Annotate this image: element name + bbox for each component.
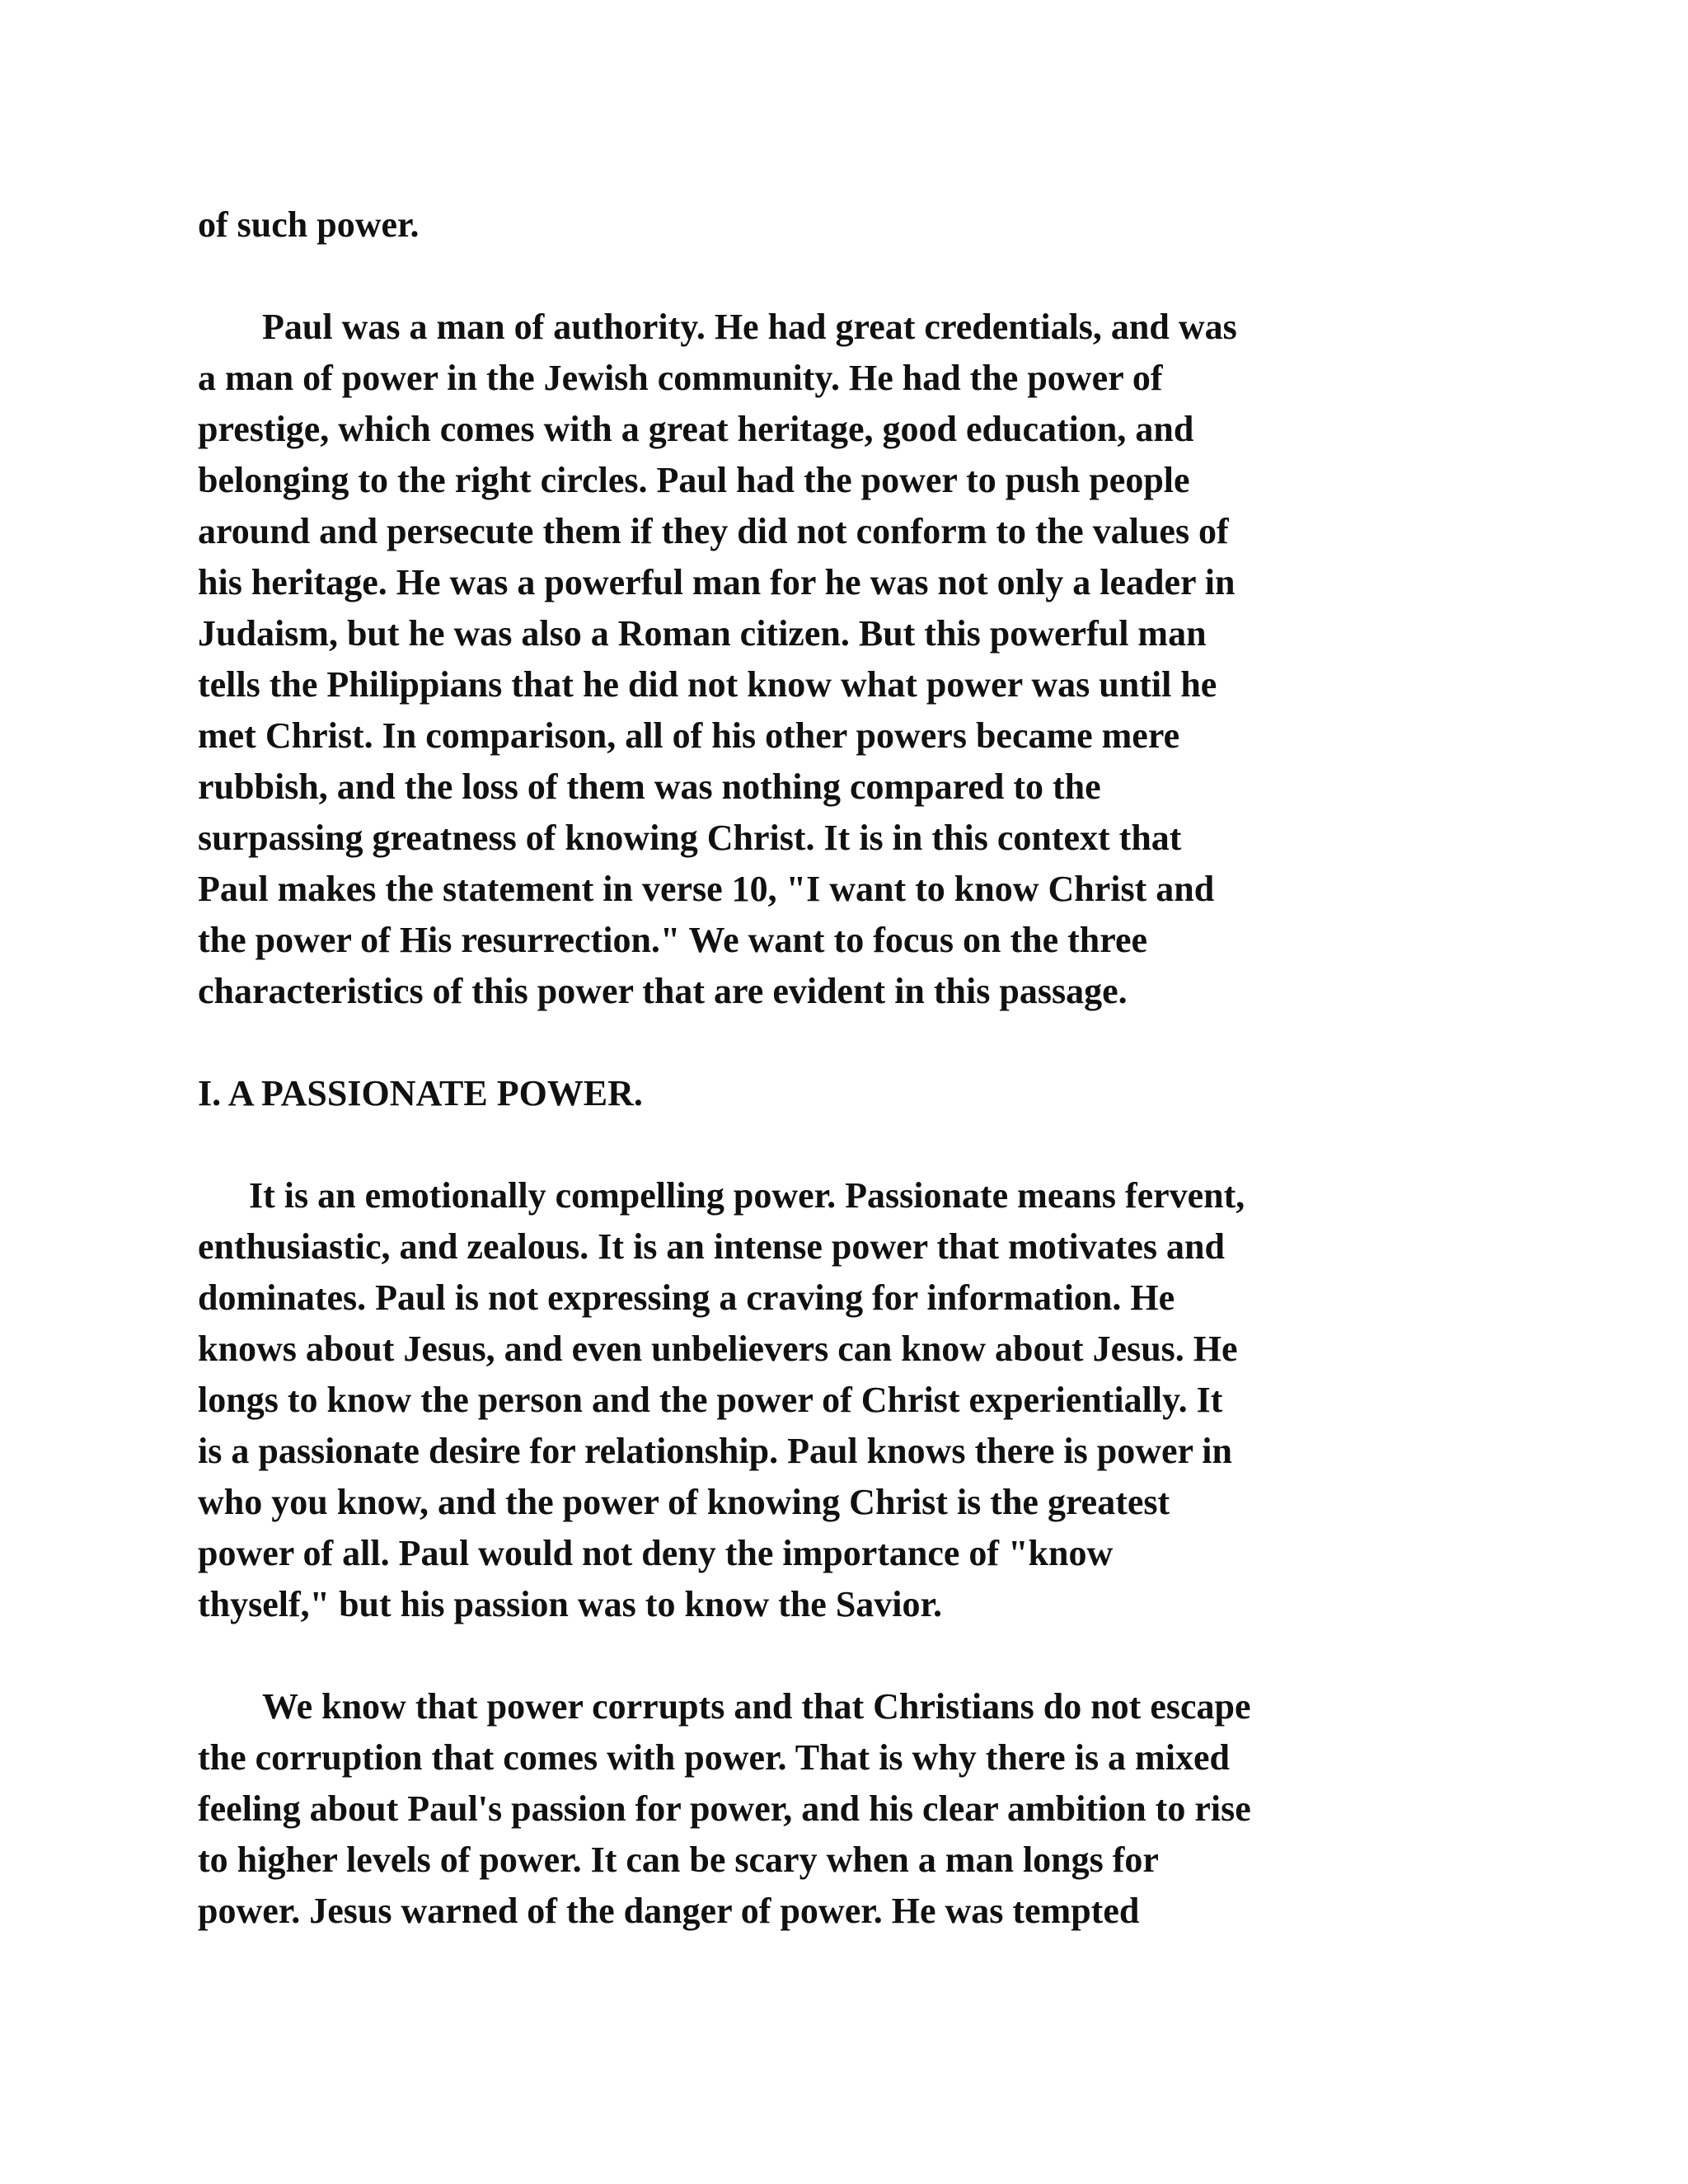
paragraph-line: his heritage. He was a powerful man for he was not only a leader in <box>198 562 1236 602</box>
paragraph-line: who you know, and the power of knowing Christ is the greatest <box>198 1482 1170 1522</box>
paragraph-line: is a passionate desire for relationship. Paul knows there is power in <box>198 1431 1232 1471</box>
paragraph-line: tells the Philippians that he did not know what power was until he <box>198 664 1217 705</box>
paragraph-line: characteristics of this power that are evident in this passage. <box>198 971 1128 1011</box>
paragraph-gap <box>198 1630 1500 1681</box>
body-text <box>198 199 1500 1937</box>
paragraph-line: the power of His resurrection." We want to focus on the three <box>198 920 1148 960</box>
paragraph-gap <box>198 1017 1500 1068</box>
paragraph-line: Judaism, but he was also a Roman citizen. But this powerful man <box>198 613 1207 654</box>
paragraph-line: belonging to the right circles. Paul had the power to push people <box>198 460 1190 500</box>
paragraph-line: power of all. Paul would not deny the importance of "know <box>198 1533 1114 1573</box>
paragraph-line: knows about Jesus, and even unbelievers can know about Jesus. He <box>198 1329 1238 1369</box>
paragraph-line: Paul was a man of authority. He had great credentials, and was <box>262 307 1237 347</box>
paragraph-line: a man of power in the Jewish community. He had the power of <box>198 358 1163 398</box>
paragraph-line: We know that power corrupts and that Christians do not escape <box>262 1686 1251 1727</box>
paragraph-line: met Christ. In comparison, all of his other powers became mere <box>198 715 1180 756</box>
paragraph-line: feeling about Paul's passion for power, and his clear ambition to rise <box>198 1788 1251 1829</box>
section-heading: I. A PASSIONATE POWER. <box>198 1073 643 1113</box>
paragraph-line: enthusiastic, and zealous. It is an intense power that motivates and <box>198 1226 1225 1267</box>
paragraph-line: dominates. Paul is not expressing a craving for information. He <box>198 1277 1175 1318</box>
paragraph-line: longs to know the person and the power of Christ experientially. It <box>198 1380 1223 1420</box>
paragraph-line: power. Jesus warned of the danger of power. He was tempted <box>198 1891 1140 1931</box>
paragraph-line: It is an emotionally compelling power. Passionate means fervent, <box>249 1175 1245 1216</box>
paragraph-gap <box>198 1119 1500 1170</box>
paragraph-gap <box>198 251 1500 302</box>
paragraph-line: Paul makes the statement in verse 10, "I want to know Christ and <box>198 869 1215 909</box>
paragraph-line: the corruption that comes with power. That is why there is a mixed <box>198 1737 1230 1778</box>
continuation-line: of such power. <box>198 204 420 245</box>
paragraph-line: prestige, which comes with a great heritage, good education, and <box>198 409 1194 449</box>
paragraph-passionate-power <box>198 1170 1500 1630</box>
paragraph-power-corrupts <box>198 1681 1500 1937</box>
paragraph-line: rubbish, and the loss of them was nothing compared to the <box>198 766 1101 807</box>
paragraph-line: to higher levels of power. It can be scary when a man longs for <box>198 1840 1159 1880</box>
paragraph-line: around and persecute them if they did not conform to the values of <box>198 511 1229 551</box>
paragraph-line: surpassing greatness of knowing Christ. It is in this context that <box>198 818 1182 858</box>
paragraph-line: thyself," but his passion was to know the Savior. <box>198 1584 943 1624</box>
paragraph-paul-authority <box>198 302 1500 1017</box>
